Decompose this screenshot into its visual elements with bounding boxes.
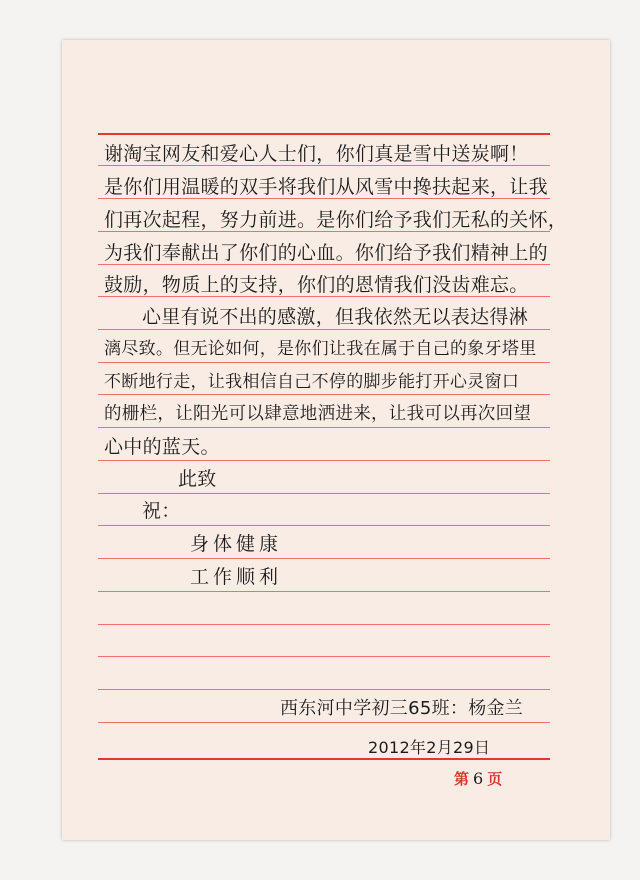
- ruled-line: [98, 591, 550, 592]
- ruled-line: [98, 231, 550, 232]
- letter-line: 谢淘宝网友和爱心人士们，你们真是雪中送炭啊！: [104, 143, 529, 165]
- signature: 西东河中学初三65班：杨金兰: [280, 698, 524, 719]
- ruled-line: [98, 558, 550, 559]
- ruled-line: [98, 165, 550, 166]
- ruled-line: [98, 525, 550, 526]
- ruled-line: [98, 460, 550, 461]
- letter-line: 为我们奉献出了你们的心血。你们给予我们精神上的: [104, 242, 548, 264]
- letter-line: 不断地行走，让我相信自己不停的脚步能打开心灵窗口: [104, 372, 520, 392]
- ruled-line: [98, 427, 550, 428]
- ruled-line: [98, 362, 550, 363]
- bottom-rule: [98, 758, 550, 760]
- ruled-line: [98, 722, 550, 723]
- page-number-label: [454, 768, 502, 789]
- letter-line: 的栅栏，让阳光可以肆意地洒进来，让我可以再次回望: [104, 404, 532, 424]
- letter-line: 心中的蓝天。: [104, 436, 220, 458]
- page-prefix: 第: [454, 770, 470, 788]
- page-number: 6: [473, 769, 484, 788]
- top-rule: [98, 133, 550, 135]
- closing-cizhi: 此致: [178, 468, 217, 490]
- ruled-line: [98, 264, 550, 265]
- ruled-line: [98, 296, 550, 297]
- date: 2012年2月29日: [368, 738, 491, 757]
- letter-line: 是你们用温暖的双手将我们从风雪中搀扶起来，让我: [104, 176, 548, 198]
- letter-line: 们再次起程，努力前进。是你们给予我们无私的关怀，: [104, 209, 568, 231]
- ruled-line: [98, 329, 550, 330]
- ruled-line: [98, 493, 550, 494]
- ruled-line: [98, 689, 550, 690]
- letter-line: 鼓励，物质上的支持，你们的恩情我们没齿难忘。: [104, 274, 529, 296]
- closing-zhu: 祝：: [142, 500, 181, 522]
- wish-line: 工作顺利: [190, 566, 283, 588]
- letter-line: 心里有说不出的感激，但我依然无以表达得淋: [142, 306, 529, 328]
- ruled-line: [98, 394, 550, 395]
- ruled-line: [98, 198, 550, 199]
- page-suffix: 页: [487, 770, 503, 788]
- ruled-line: [98, 624, 550, 625]
- wish-line: 身体健康: [190, 533, 283, 555]
- ruled-line: [98, 656, 550, 657]
- letter-line: 漓尽致。但无论如何，是你们让我在属于自己的象牙塔里: [104, 339, 537, 359]
